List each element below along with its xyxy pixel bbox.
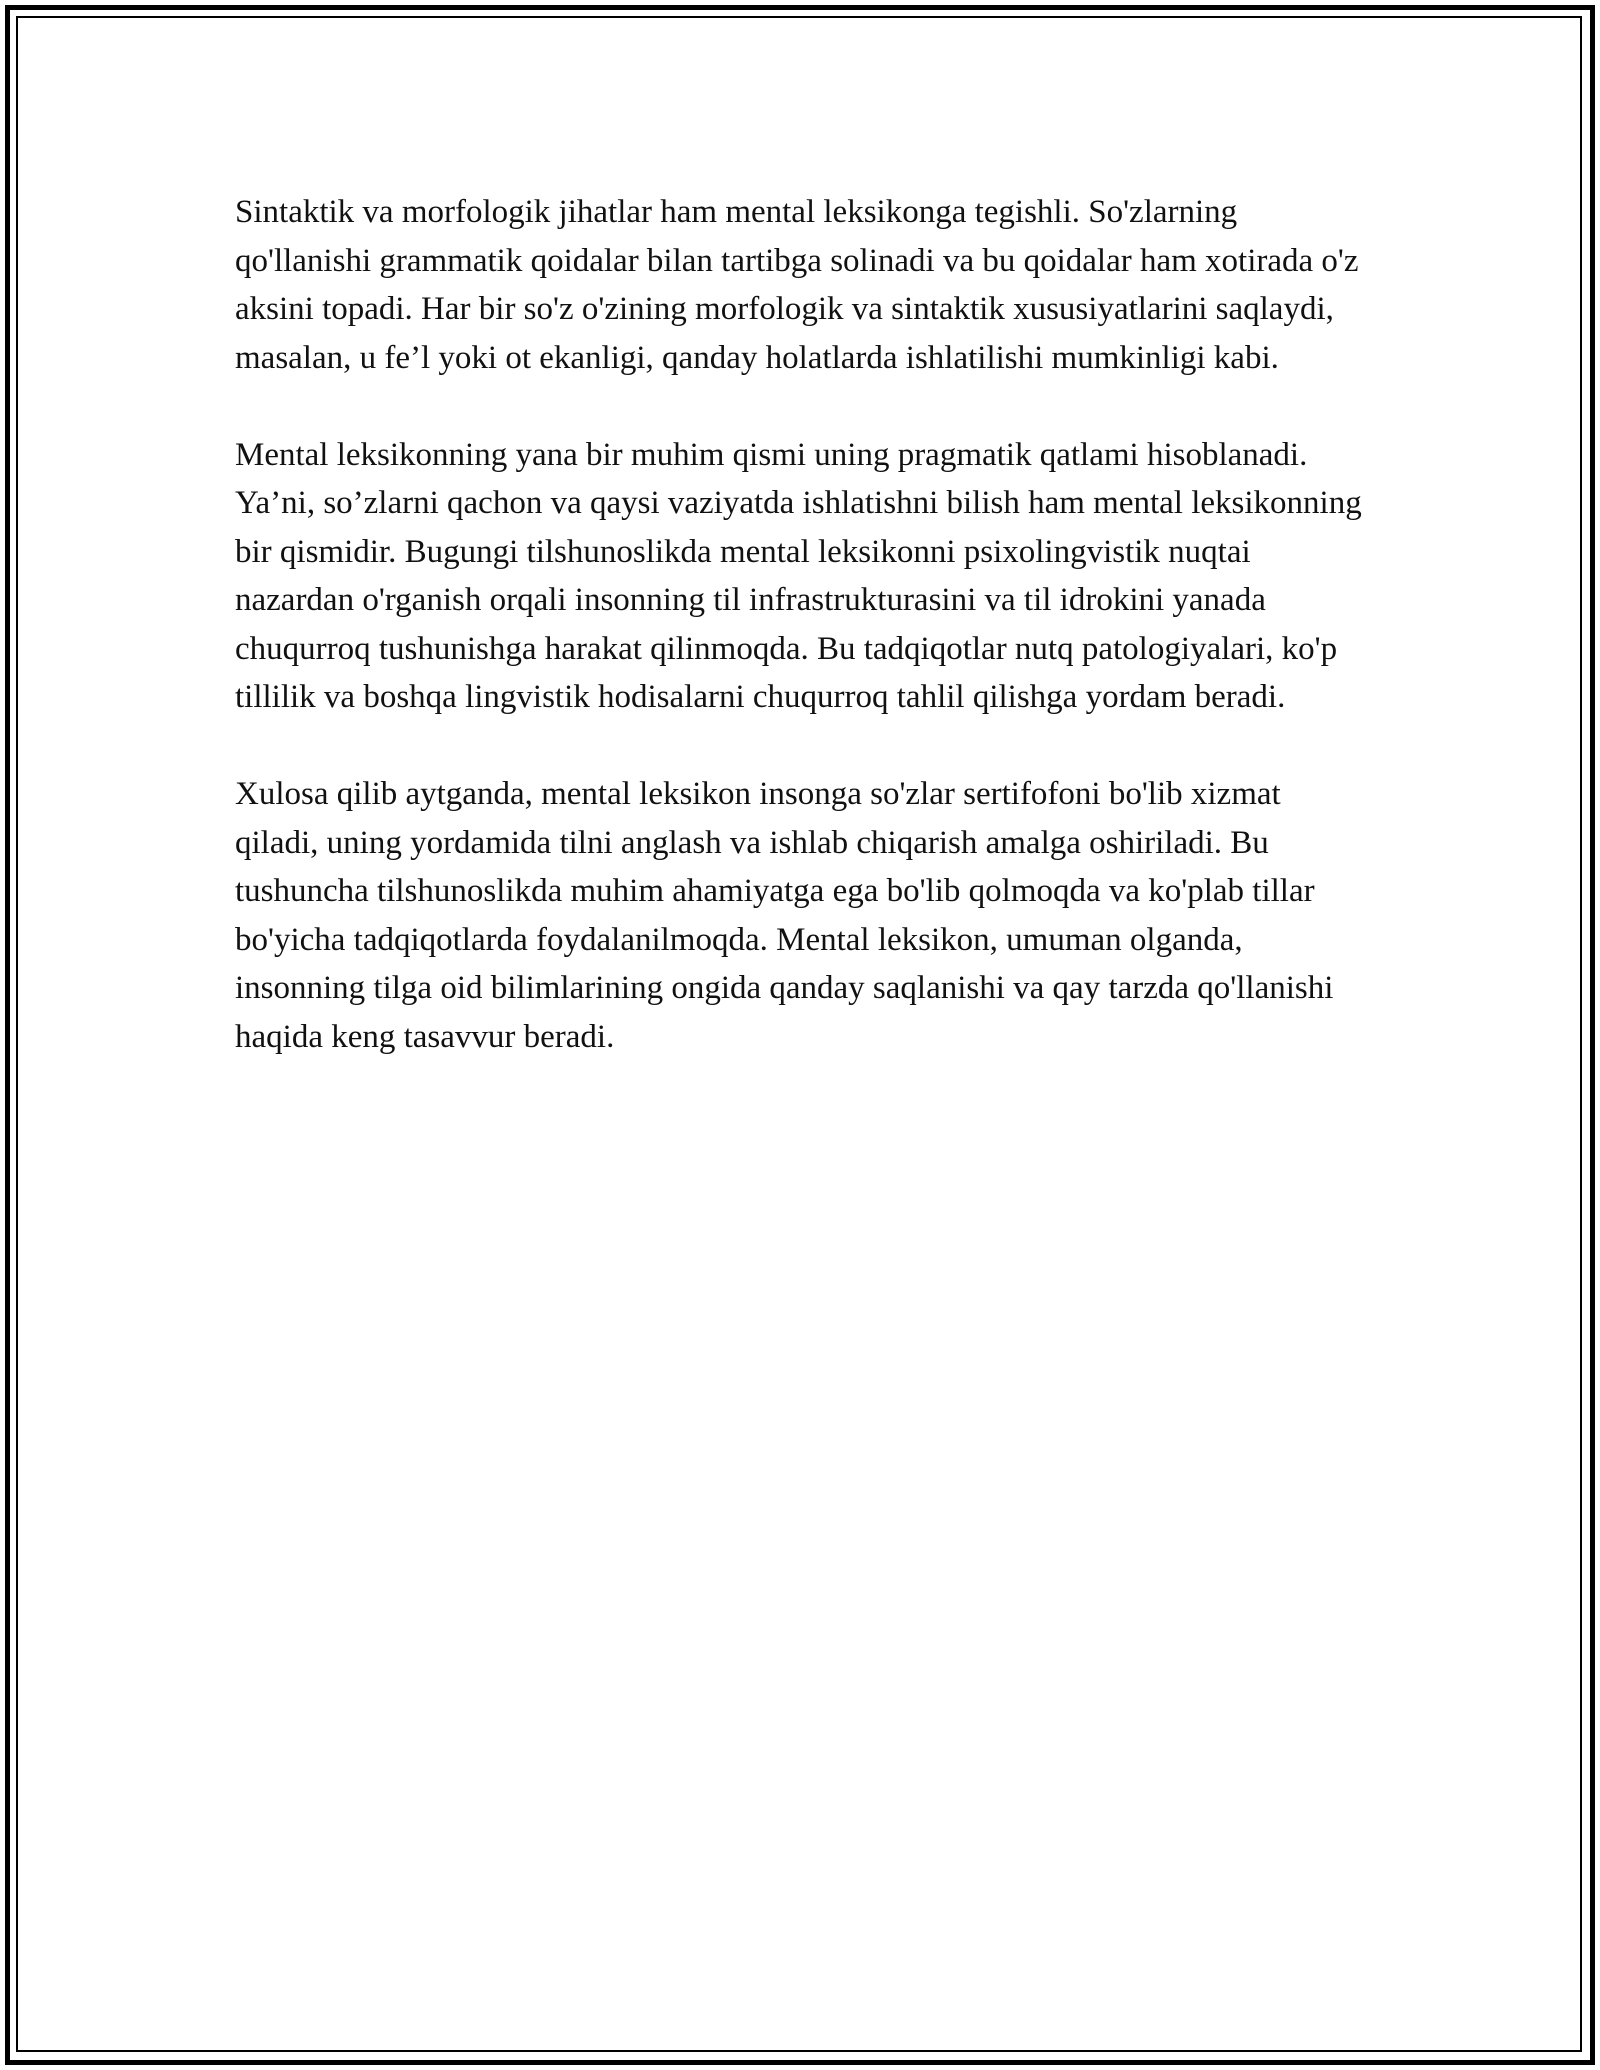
- paragraph-syntax-morphology: Sintaktik va morfologik jihatlar ham mental leksikonga tegishli. So'zlarning qo'llanishi grammatik qoidalar bilan tartibga solinadi va bu qoidalar ham xotirada o'z aksini topadi. Har bir so'z o'zining morfologik va sintaktik xususiyatlarini saqlaydi, masalan, u fe’l yoki ot ekanligi, qanday holatlarda ishlatilishi mumkinligi kabi.: [235, 194, 1359, 376]
- paragraph-pragmatic-layer: Mental leksikonning yana bir muhim qismi uning pragmatik qatlami hisoblanadi. Ya’ni, so’zlarni qachon va qaysi vaziyatda ishlatishni bilish ham mental leksikonning bir qismidir. Bugungi tilshunoslikda mental leksikonni psixolingvistik nuqtai nazardan o'rganish orqali insonning til infrastrukturasini va til idrokini yanada chuqurroq tushunishga harakat qilinmoqda. Bu tadqiqotlar nutq patologiyalari, ko'p tillilik va boshqa lingvistik hodisalarni chuqurroq tahlil qilishga yordam beradi.: [235, 436, 1362, 715]
- paragraph-conclusion: Xulosa qilib aytganda, mental leksikon insonga so'zlar sertifofoni bo'lib xizmat qiladi, uning yordamida tilni anglash va ishlab chiqarish amalga oshiriladi. Bu tushuncha tilshunoslikda muhim ahamiyatga ega bo'lib qolmoqda va ko'plab tillar bo'yicha tadqiqotlarda foydalanilmoqda. Mental leksikon, umuman olganda, insonning tilga oid bilimlarining ongida qanday saqlanishi va qay tarzda qo'llanishi haqida keng tasavvur beradi.: [235, 776, 1334, 1055]
- document-body: [235, 188, 1365, 1110]
